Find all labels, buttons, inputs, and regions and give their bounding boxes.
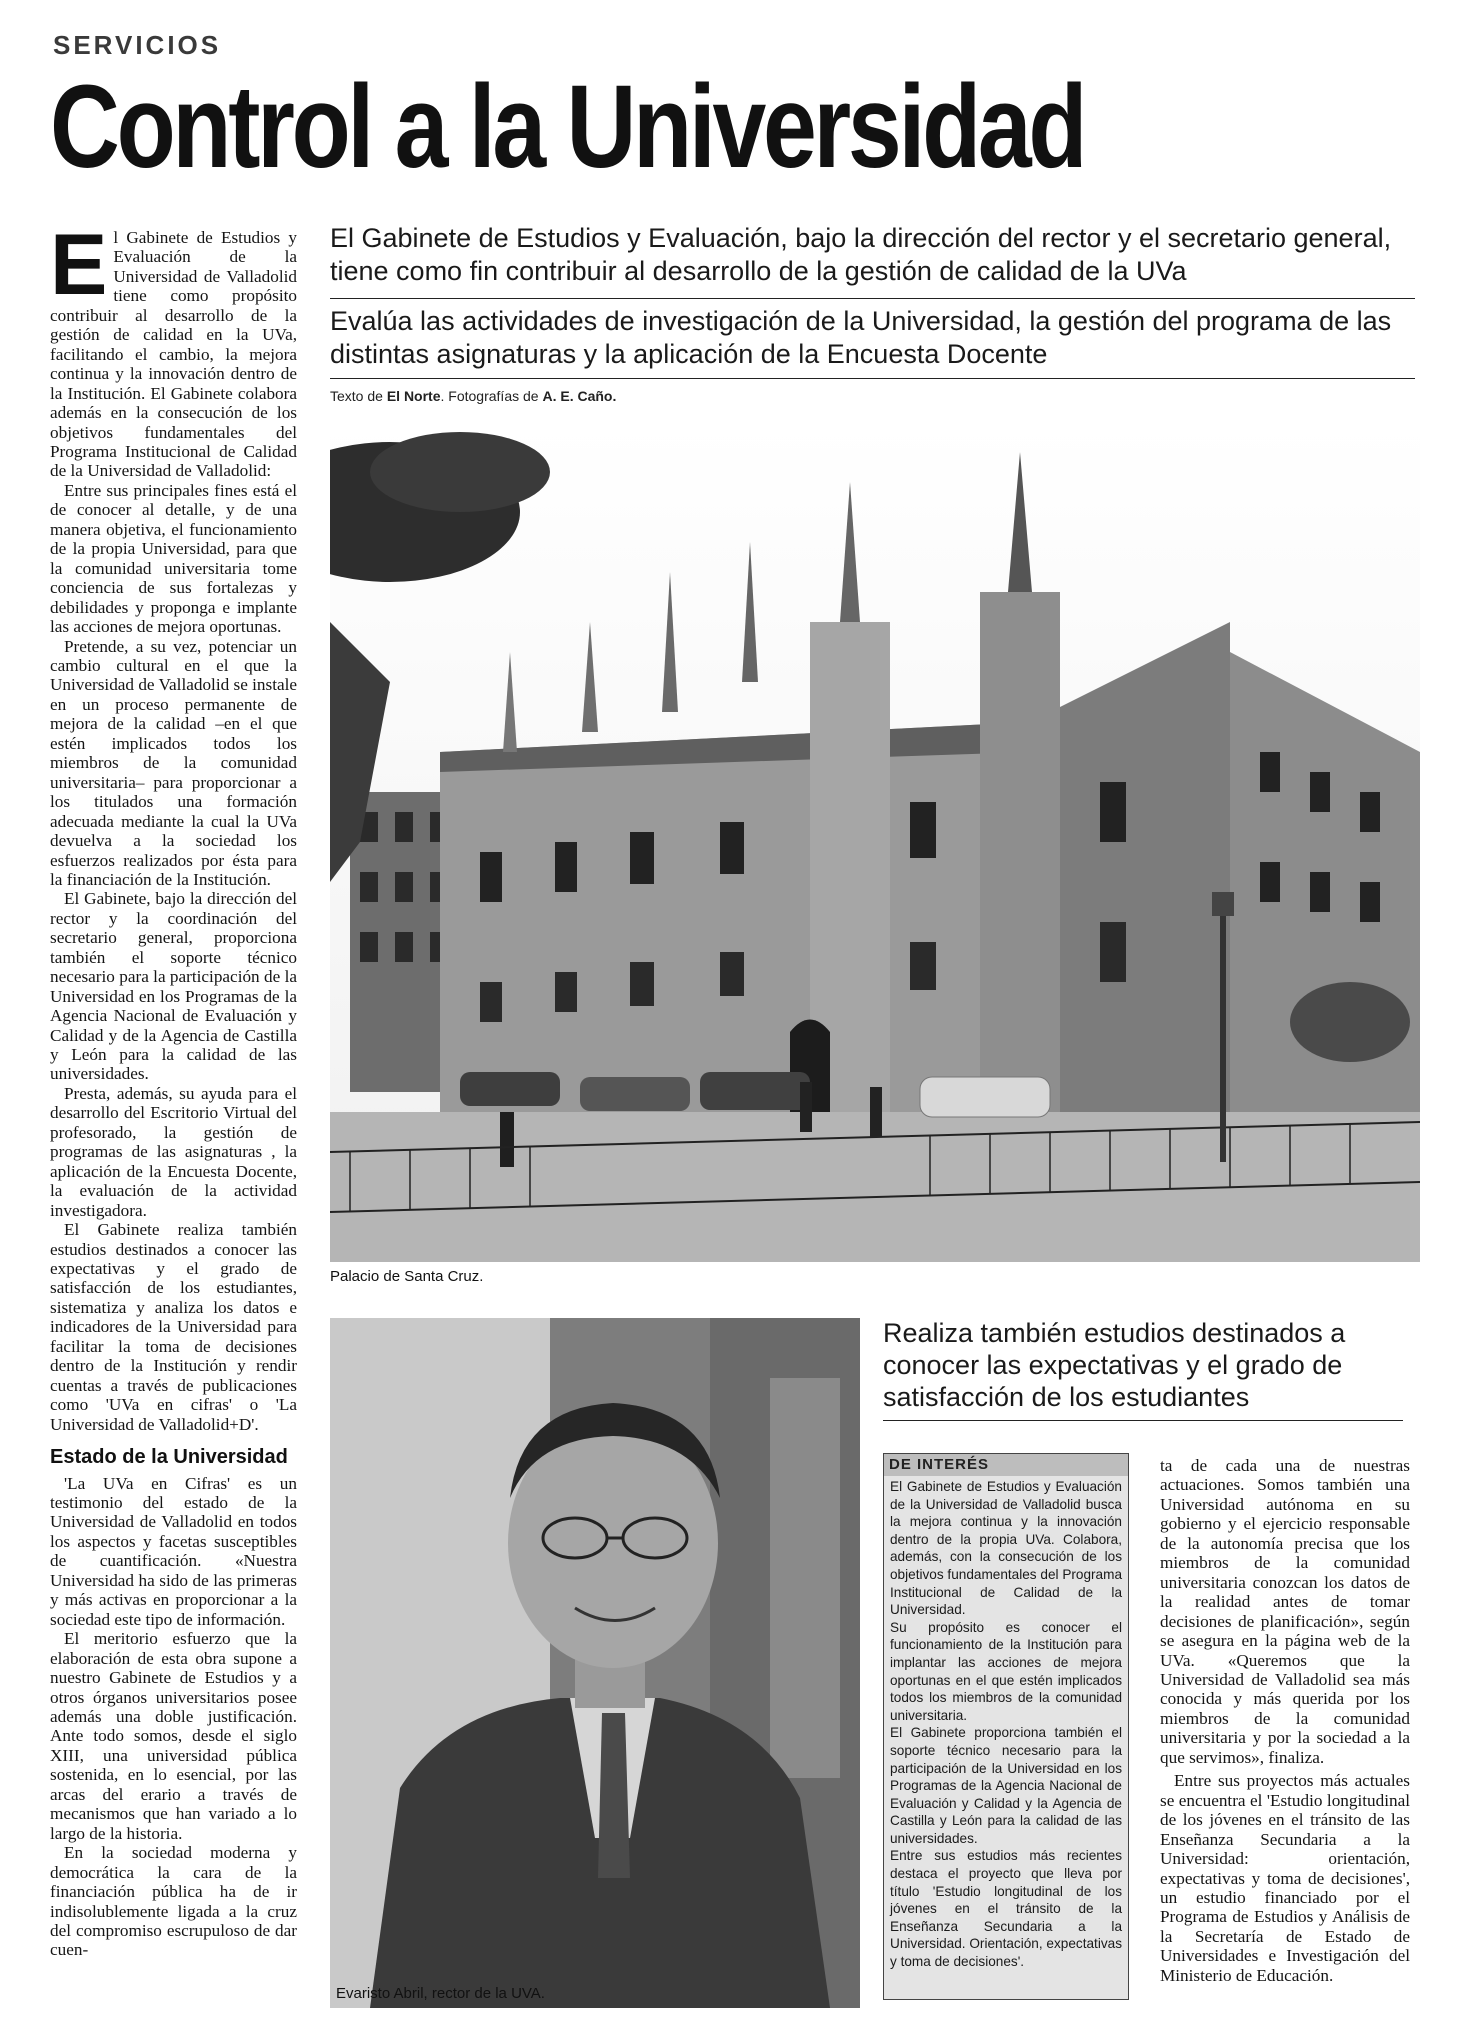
sidebar-paragraph: Entre sus estudios más recientes destaca el proyecto que lleva por título 'Estudio longitudinal de los jóvenes en el tránsito de la Enseñanza Secundaria a la Universidad. Orientación, expectativas y toma de decisiones'. (890, 1848, 1122, 1970)
headline: Control a la Universidad (50, 61, 1085, 193)
section-label: SERVICIOS (53, 30, 222, 60)
photo-author: A. E. Caño. (542, 388, 617, 404)
pull-quote-rule (883, 1420, 1403, 1421)
sidebar-box (883, 1453, 1129, 2000)
body-paragraph: El meritorio esfuerzo que la elaboración de esta obra supone a nuestro Gabinete de Estudios y a otros órganos universitarios posee además una doble justificación. Ante todo somos, desde el siglo XIII, una universidad pública sostenida, en lo esencial, por las arcas del erario a través de mecanismos que han variado a lo largo de la historia. (50, 1629, 297, 1843)
pull-quote: Realiza también estudios destinados a conocer las expectativas y el grado de satisfacción de los estudiantes (883, 1318, 1346, 1412)
photo-portrait-rector (330, 1318, 860, 2008)
sidebar-paragraph: Su propósito es conocer el funcionamiento de la Institución para implantar las acciones de mejora oportunas en el que estén implicados todos los miembros de la comunidad universitaria. (890, 1619, 1122, 1723)
sidebar-body (884, 1476, 1128, 1973)
body-paragraph: El Gabinete, bajo la dirección del rector y la coordinación del secretario general, proporciona también el soporte técnico necesario para la participación de la Universidad en los Programas de la Agencia Nacional de Evaluación y Calidad y de la Agencia de Castilla y León para la calidad de las universidades. (50, 889, 297, 1084)
article-column-right (1160, 1456, 1410, 1985)
photo-credit: Texto de El Norte. Fotografías de A. E. Caño. (330, 388, 617, 404)
deck-2: Evalúa las actividades de investigación de la Universidad, la gestión del programa de las distintas asignaturas y la aplicación de la Encuesta Docente (330, 306, 1392, 369)
body-paragraph: En la sociedad moderna y democrática la cara de la financiación pública ha de ir indisolublemente ligada a la cruz del compromiso escrupuloso de dar cuen- (50, 1843, 297, 1960)
sidebar-title: DE INTERÉS (884, 1454, 1128, 1476)
deck-rule (330, 298, 1415, 299)
body-paragraph: Entre sus proyectos más actuales se encuentra el 'Estudio longitudinal de los jóvenes en el tránsito de las Enseñanza Secundaria a la Universidad: orientación, expectativas y toma de decisiones', un estudio financiado por el Programa de Estudios y Análisis de la Secretaría de Estado de Universidades e Investigación del Ministerio de Educación. (1160, 1771, 1410, 1985)
photo-caption-rector: Evaristo Abril, rector de la UVA. (336, 1985, 545, 2002)
article-column-left (50, 217, 297, 1960)
subhead: Estado de la Universidad (50, 1446, 288, 1469)
text-author: El Norte (386, 388, 441, 404)
sidebar-paragraph: El Gabinete proporciona también el soporte técnico necesario para la participación de la Universidad en los Programas de la Agencia Nacional de Evaluación y Calidad y la Agencia de Castilla y León para la calidad de las universidades. (890, 1725, 1122, 1846)
body-paragraph: Presta, además, su ayuda para el desarrollo del Escritorio Virtual del profesorado, la gestión de programas de las asignaturas , la aplicación de la Encuesta Docente, la evaluación de la actividad investigadora. (50, 1083, 297, 1220)
deck-1: El Gabinete de Estudios y Evaluación, bajo la dirección del rector y el secretario general, tiene como fin contribuir al desarrollo de la gestión de calidad de la UVa (330, 223, 1392, 286)
body-paragraph: l Gabinete de Estudios y Evaluación de la Universidad de Valladolid tiene como propósito contribuir al desarrollo de la gestión de calidad en la UVa, facilitando el cambio, la mejora continua y la innovación dentro de la Institución. El Gabinete colabora además en la consecución de los objetivos fundamentales del Programa Institucional de Calidad de la Universidad de Valladolid: (50, 228, 297, 481)
body-paragraph: ta de cada una de nuestras actuaciones. Somos también una Universidad autónoma en su gobierno y el ejercicio responsable de la autonomía precisa que los miembros de la comunidad universitaria conozcan los datos de la realidad antes de tomar decisiones de planificación», según se asegura en la página web de la UVa. «Queremos que la Universidad de Valladolid sea más conocida y más querida por los miembros de la comunidad universitaria y por la sociedad a la que servimos», finaliza. (1160, 1456, 1410, 1767)
sidebar-paragraph: El Gabinete de Estudios y Evaluación de la Universidad de Valladolid busca la mejora continua y la innovación dentro de la propia UVa. Colabora, además, con la consecución de los objetivos fundamentales del Programa Institucional de Calidad de la Universidad. (890, 1479, 1122, 1618)
drop-cap: E (50, 217, 108, 313)
body-paragraph: Entre sus principales fines está el de conocer al detalle, y de una manera objetiva, el funcionamiento de la propia Universidad, para que la comunidad universitaria tome conciencia de sus fortalezas y debilidades y proponga e implante las acciones de mejora oportunas. (50, 480, 297, 637)
body-paragraph: Pretende, a su vez, potenciar un cambio cultural en el que la Universidad de Valladolid se instale en un proceso permanente de mejora de la calidad –en el que estén implicados todos los miembros de la comunidad universitaria– para proporcionar a los titulados una formación adecuada mediante la cual la UVa devuelva a la sociedad los esfuerzos realizados por ésta para la financiación de la Institución. (50, 636, 297, 889)
deck-rule (330, 378, 1415, 379)
body-paragraph: 'La UVa en Cifras' es un testimonio del estado de la Universidad de Valladolid en todos los aspectos y facetas susceptibles de cuantificación. «Nuestra Universidad ha sido de las primeras y más activas en proporcionar a la sociedad este tipo de información. (50, 1473, 297, 1629)
body-paragraph: El Gabinete realiza también estudios destinados a conocer las expectativas y el grado de satisfacción de los estudiantes, sistematiza y analiza los datos e indicadores de la Universidad para facilitar la toma de decisiones dentro de la Institución y rendir cuentas a través de publicaciones como 'UVa en cifras' o 'La Universidad de Valladolid+D'. (50, 1220, 297, 1434)
photo-caption-palacio: Palacio de Santa Cruz. (330, 1268, 484, 1285)
photo-palacio-santa-cruz (330, 422, 1420, 1262)
